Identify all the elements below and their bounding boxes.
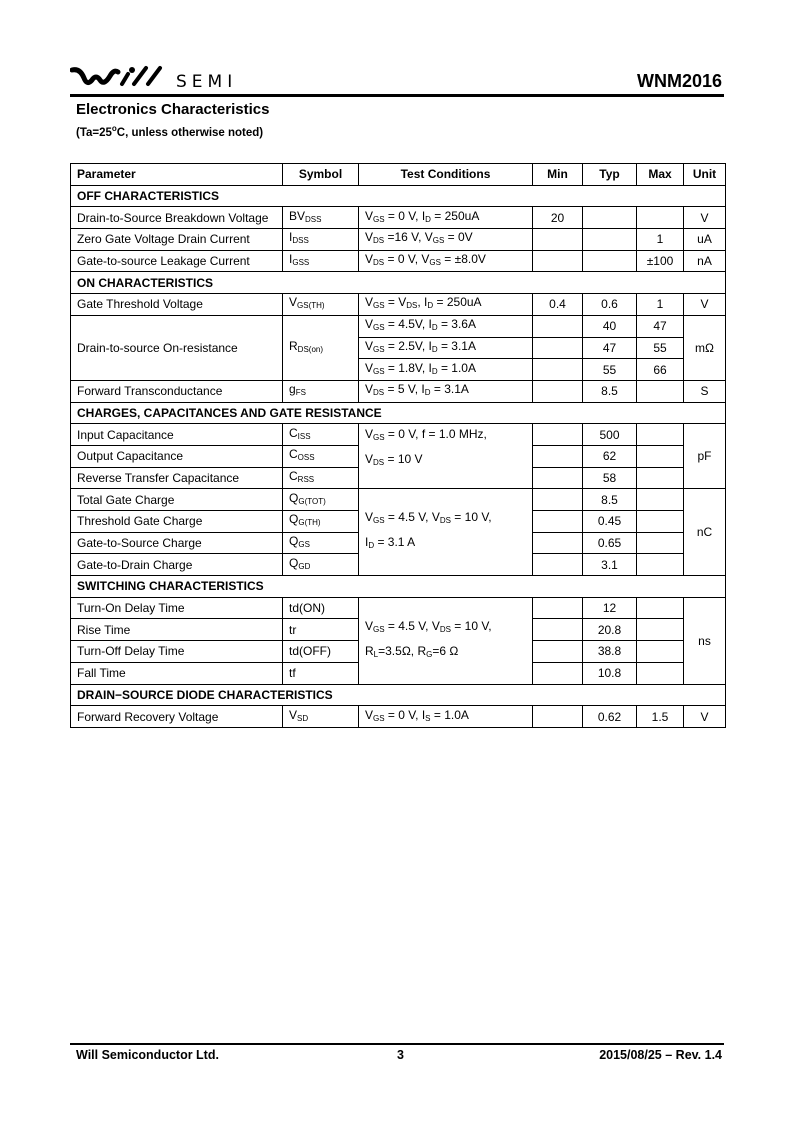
table-row: [71, 489, 726, 511]
symbol-cell: $R_{DS(on)}$: [283, 315, 359, 380]
table-row: [71, 315, 726, 337]
min-cell: [533, 489, 583, 511]
parameter-cell: Gate-to-source Leakage Current: [71, 250, 283, 272]
max-cell: 66: [637, 359, 684, 381]
typ-cell: [583, 229, 637, 251]
group-row: [71, 684, 726, 706]
unit-cell: mΩ: [684, 315, 726, 380]
table-row: [71, 597, 726, 619]
max-cell: [637, 641, 684, 663]
conditions-cell: $V_{GS} = 0$ V, $I_D = 250uA$: [359, 207, 533, 229]
symbol-cell: $C_{RSS}$: [283, 467, 359, 489]
conditions-cell: $V_{DS} =16$ V, $V_{GS} = 0V$: [359, 229, 533, 251]
conditions-cell: $V_{GS} = 4.5V$, $I_D = 3.6A$: [359, 315, 533, 337]
unit-cell: ns: [684, 597, 726, 684]
max-cell: 1: [637, 229, 684, 251]
min-cell: [533, 706, 583, 728]
typ-cell: 0.62: [583, 706, 637, 728]
symbol-cell: td(ON): [283, 597, 359, 619]
unit-cell: V: [684, 294, 726, 316]
footer-company: Will Semiconductor Ltd.: [76, 1048, 219, 1062]
typ-cell: 0.6: [583, 294, 637, 316]
symbol-cell: $BV_{DSS}$: [283, 207, 359, 229]
typ-cell: 0.65: [583, 532, 637, 554]
max-cell: [637, 424, 684, 446]
max-cell: [637, 467, 684, 489]
parameter-cell: Threshold Gate Charge: [71, 511, 283, 533]
parameter-cell: Total Gate Charge: [71, 489, 283, 511]
symbol-cell: $V_{SD}$: [283, 706, 359, 728]
min-cell: 20: [533, 207, 583, 229]
symbol-cell: $Q_{GD}$: [283, 554, 359, 576]
conditions-cell: $V_{GS} = 4.5$ V, $V_{DS} = 10$ V, $I_D = 3.1$ A: [359, 489, 533, 576]
symbol-cell: $I_{DSS}$: [283, 229, 359, 251]
max-cell: 1: [637, 294, 684, 316]
conditions-note: ($Ta=25^oC$, unless otherwise noted): [76, 124, 264, 139]
parameter-cell: Gate-to-Drain Charge: [71, 554, 283, 576]
conditions-cell: $V_{GS} = 0$ V, $I_S = 1.0A$: [359, 706, 533, 728]
max-cell: [637, 511, 684, 533]
parameter-cell: Rise Time: [71, 619, 283, 641]
symbol-cell: td(OFF): [283, 641, 359, 663]
max-cell: [637, 380, 684, 402]
min-cell: [533, 641, 583, 663]
symbol-cell: $C_{OSS}$: [283, 445, 359, 467]
typ-cell: 3.1: [583, 554, 637, 576]
column-header: Typ: [583, 164, 637, 186]
unit-cell: S: [684, 380, 726, 402]
column-header: Parameter: [71, 164, 283, 186]
typ-cell: 0.45: [583, 511, 637, 533]
unit-cell: pF: [684, 424, 726, 489]
min-cell: [533, 250, 583, 272]
min-cell: [533, 337, 583, 359]
typ-cell: 62: [583, 445, 637, 467]
conditions-cell: $V_{GS} = 2.5V$, $I_D = 3.1A$: [359, 337, 533, 359]
footer-date-revision: 2015/08/25 – Rev. 1.4: [599, 1048, 722, 1062]
typ-cell: [583, 207, 637, 229]
parameter-cell: Input Capacitance: [71, 424, 283, 446]
min-cell: [533, 532, 583, 554]
typ-cell: 8.5: [583, 489, 637, 511]
group-label: DRAIN−SOURCE DIODE CHARACTERISTICS: [71, 684, 726, 706]
max-cell: 55: [637, 337, 684, 359]
symbol-cell: $C_{ISS}$: [283, 424, 359, 446]
table-row: [71, 380, 726, 402]
max-cell: [637, 532, 684, 554]
conditions-cell: $V_{GS} = V_{DS}$, $I_D = 250uA$: [359, 294, 533, 316]
min-cell: [533, 619, 583, 641]
min-cell: [533, 380, 583, 402]
parameter-cell: Drain-to-Source Breakdown Voltage: [71, 207, 283, 229]
min-cell: [533, 554, 583, 576]
typ-cell: 20.8: [583, 619, 637, 641]
header-rule: [70, 94, 724, 97]
symbol-cell: $Q_{G(TH)}$: [283, 511, 359, 533]
min-cell: [533, 424, 583, 446]
typ-cell: 55: [583, 359, 637, 381]
brand-suffix: SEMI: [176, 72, 238, 92]
table-row: [71, 706, 726, 728]
symbol-cell: tr: [283, 619, 359, 641]
parameter-cell: Reverse Transfer Capacitance: [71, 467, 283, 489]
conditions-cell: $V_{GS} = 4.5$ V, $V_{DS} = 10$ V, $R_L=3.5\Omega$, $R_G=6$ Ω: [359, 597, 533, 684]
max-cell: [637, 597, 684, 619]
column-header: Max: [637, 164, 684, 186]
parameter-cell: Forward Transconductance: [71, 380, 283, 402]
page-number: 3: [397, 1048, 404, 1062]
parameter-cell: Gate-to-Source Charge: [71, 532, 283, 554]
min-cell: [533, 229, 583, 251]
parameter-cell: Output Capacitance: [71, 445, 283, 467]
group-row: [71, 402, 726, 424]
table-row: [71, 229, 726, 251]
typ-cell: 47: [583, 337, 637, 359]
typ-cell: 58: [583, 467, 637, 489]
unit-cell: nA: [684, 250, 726, 272]
parameter-cell: Gate Threshold Voltage: [71, 294, 283, 316]
electrical-characteristics-table: [70, 163, 726, 728]
unit-cell: uA: [684, 229, 726, 251]
parameter-cell: Drain-to-source On-resistance: [71, 315, 283, 380]
page-title: Electronics Characteristics: [76, 101, 270, 118]
group-label: SWITCHING CHARACTERISTICS: [71, 576, 726, 598]
typ-cell: 12: [583, 597, 637, 619]
conditions-cell: $V_{DS} = 0$ V, $V_{GS} = \pm 8.0V$: [359, 250, 533, 272]
parameter-cell: Fall Time: [71, 662, 283, 684]
footer-rule: [70, 1043, 724, 1045]
symbol-cell: tf: [283, 662, 359, 684]
group-label: OFF CHARACTERISTICS: [71, 185, 726, 207]
table-row: [71, 250, 726, 272]
table-header-row: [71, 164, 726, 186]
symbol-cell: $V_{GS(TH)}$: [283, 294, 359, 316]
parameter-cell: Forward Recovery Voltage: [71, 706, 283, 728]
column-header: Symbol: [283, 164, 359, 186]
symbol-cell: $g_{FS}$: [283, 380, 359, 402]
conditions-cell: $V_{GS} = 0$ V, f = 1.0 MHz, $V_{DS} = 10$ V: [359, 424, 533, 489]
table-row: [71, 207, 726, 229]
group-row: [71, 576, 726, 598]
min-cell: [533, 662, 583, 684]
max-cell: [637, 207, 684, 229]
min-cell: [533, 445, 583, 467]
max-cell: [637, 489, 684, 511]
parameter-cell: Zero Gate Voltage Drain Current: [71, 229, 283, 251]
parameter-cell: Turn-Off Delay Time: [71, 641, 283, 663]
typ-cell: 8.5: [583, 380, 637, 402]
parameter-cell: Turn-On Delay Time: [71, 597, 283, 619]
max-cell: ±100: [637, 250, 684, 272]
typ-cell: [583, 250, 637, 272]
column-header: Test Conditions: [359, 164, 533, 186]
min-cell: 0.4: [533, 294, 583, 316]
table-row: [71, 424, 726, 446]
column-header: Unit: [684, 164, 726, 186]
unit-cell: nC: [684, 489, 726, 576]
group-row: [71, 185, 726, 207]
group-label: CHARGES, CAPACITANCES AND GATE RESISTANCE: [71, 402, 726, 424]
part-number: WNM2016: [636, 71, 722, 91]
group-label: ON CHARACTERISTICS: [71, 272, 726, 294]
min-cell: [533, 467, 583, 489]
min-cell: [533, 511, 583, 533]
typ-cell: 40: [583, 315, 637, 337]
min-cell: [533, 359, 583, 381]
typ-cell: 10.8: [583, 662, 637, 684]
min-cell: [533, 315, 583, 337]
max-cell: 1.5: [637, 706, 684, 728]
column-header: Min: [533, 164, 583, 186]
max-cell: [637, 445, 684, 467]
unit-cell: V: [684, 706, 726, 728]
unit-cell: V: [684, 207, 726, 229]
symbol-cell: $Q_{GS}$: [283, 532, 359, 554]
symbol-cell: $Q_{G(TOT)}$: [283, 489, 359, 511]
max-cell: 47: [637, 315, 684, 337]
min-cell: [533, 597, 583, 619]
typ-cell: 500: [583, 424, 637, 446]
max-cell: [637, 662, 684, 684]
conditions-cell: $V_{GS} = 1.8V$, $I_D = 1.0A$: [359, 359, 533, 381]
table-row: [71, 294, 726, 316]
conditions-cell: $V_{DS} = 5$ V, $I_D = 3.1A$: [359, 380, 533, 402]
symbol-cell: $I_{GSS}$: [283, 250, 359, 272]
typ-cell: 38.8: [583, 641, 637, 663]
group-row: [71, 272, 726, 294]
max-cell: [637, 554, 684, 576]
max-cell: [637, 619, 684, 641]
